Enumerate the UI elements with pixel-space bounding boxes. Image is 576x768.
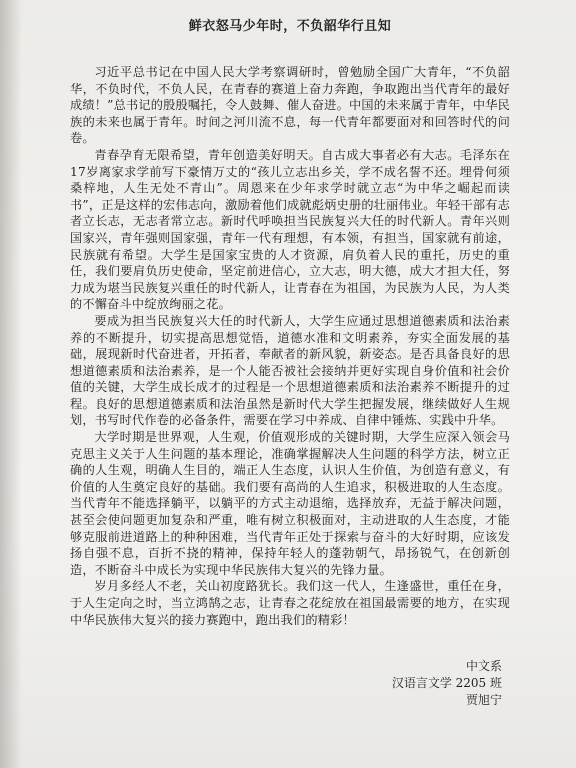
paragraph-4: 大学时期是世界观，人生观，价值观形成的关键时期，大学生应深入领会马克思主义关于人生问题的基本理论，准确掌握解决人生问题的科学方法，树立正确的人生观，明确人生目的，端正人生态度，认识人生价值，为创造有意义，有价值的人生奠定良好的基础。我们要有高尚的人生追求，积极进取的人生态度。当代青年不能选择躺平，以躺平的方式主动退缩，选择放弃，无益于解决问题，甚至会使问题更加复杂和严重，唯有树立积极面对，主动进取的人生态度，才能够克服前进道路上的种种困难，当代青年正处于探索与奋斗的大好时期，应该发扬自强不息，百折不挠的精神，保持年轻人的蓬勃朝气，昂扬锐气，在创新创造，不断奋斗中成长为实现中华民族伟大复兴的先锋力量。 — [70, 430, 510, 577]
signature-department: 中文系 — [465, 659, 502, 674]
paragraph-2: 青春孕育无限希望，青年创造美好明天。自古成大事者必有大志。毛泽东在17岁离家求学前写下豪情万丈的“孩儿立志出乡关，学不成名誓不还。埋骨何须桑梓地，人生无处不青山”。周恩来在少年求学时就立志“为中华之崛起而读书”，正是这样的宏伟志向，激励着他们成就彪炳史册的壮丽伟业。年轻干部有志者立长志，无志者常立志。新时代呼唤担当民族复兴大任的时代新人。青年兴则国家兴，青年强则国家强，青年一代有理想，有本领，有担当，国家就有前途，民族就有希望。大学生是国家宝贵的人才资源，肩负着人民的重托，历史的重任，我们要肩负历史使命，坚定前进信心，立大志，明大德，成大才担大任，努力成为堪当民族复兴重任的时代新人，让青春在为祖国，为民族为人民，为人类的不懈奋斗中绽放绚丽之花。 — [70, 147, 510, 312]
signature-author: 贾旭宁 — [465, 693, 502, 708]
page-shadow — [0, 0, 22, 768]
document-body — [70, 64, 510, 628]
paragraph-3: 要成为担当民族复兴大任的时代新人，大学生应通过思想道德素质和法治素养的不断提升，切实提高思想觉悟，道德水准和文明素养，夯实全面发展的基础，展现新时代奋进者，开拓者，奉献者的新风貌，新姿态。是否具备良好的思想道德素质和法治素养，是一个人能否被社会接纳并更好实现自身价值和社会价值的关键，大学生成长成才的过程是一个思想道德素质和法治素养不断提升的过程。良好的思想道德素质和法治虽然是新时代大学生把握发展，继续做好人生规划，书写时代作卷的必备条件，需要在学习中养成、自律中锤炼、实践中升华。 — [70, 313, 510, 428]
document-title: 鲜衣怒马少年时，不负韶华行且知 — [188, 19, 392, 34]
paragraph-5: 岁月多经人不老，关山初度路犹长。我们这一代人，生逢盛世，重任在身，于人生定向之时，当立鸿鹄之志，让青春之花绽放在祖国最需要的地方，在实现中华民族伟大复兴的接力赛跑中，跑出我们的精彩！ — [70, 579, 510, 627]
signature-block — [70, 658, 510, 709]
signature-class: 汉语言文学 2205 班 — [391, 676, 502, 691]
paragraph-1: 习近平总书记在中国人民大学考察调研时，曾勉励全国广大青年，“不负韶华，不负时代，不负人民，在青春的赛道上奋力奔跑，争取跑出当代青年的最好成绩！”总书记的殷殷嘱托，令人鼓舞、催人奋进。中国的未来属于青年，中华民族的未来也属于青年。时间之河川流不息，每一代青年都要面对和回答时代的问卷。 — [70, 65, 510, 146]
